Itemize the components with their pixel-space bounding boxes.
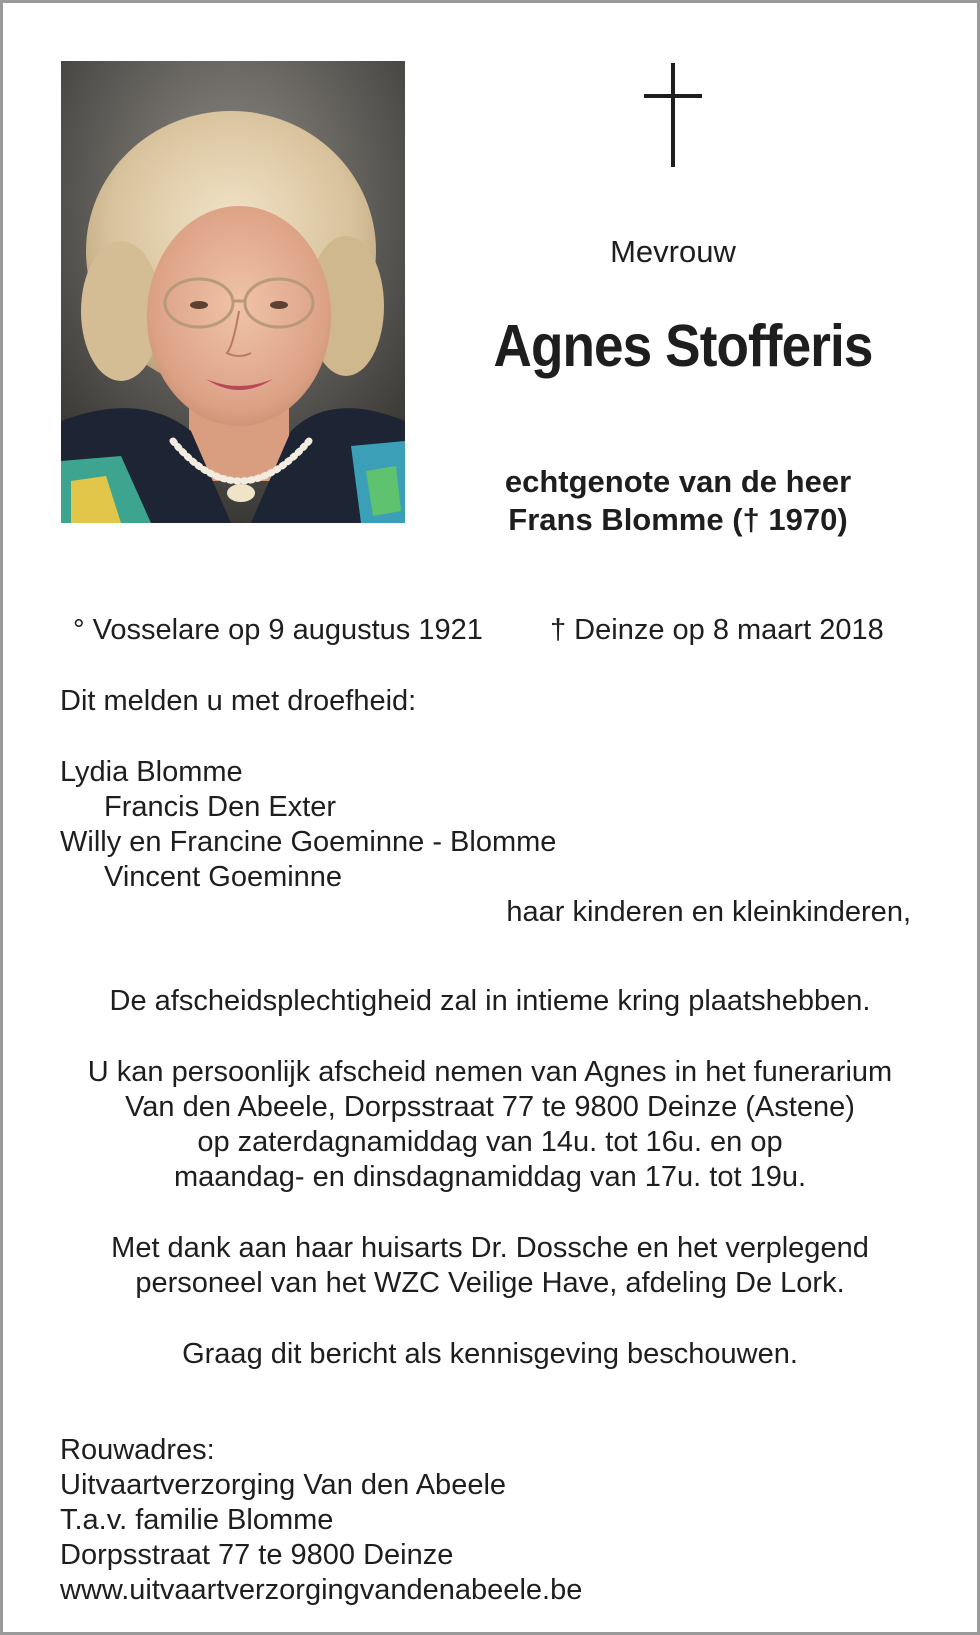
- family-caption: haar kinderen en kleinkinderen,: [506, 896, 911, 928]
- portrait-photo: [61, 61, 405, 523]
- address-line: T.a.v. familie Blomme: [60, 1504, 334, 1536]
- visitation-line: Van den Abeele, Dorpsstraat 77 te 9800 Deinze (Astene): [125, 1091, 855, 1123]
- website-link[interactable]: www.uitvaartverzorgingvandenabeele.be: [60, 1574, 583, 1606]
- birth-date: ° Vosselare op 9 augustus 1921: [73, 614, 483, 646]
- family-member: Vincent Goeminne: [104, 861, 343, 893]
- family-member: Francis Den Exter: [104, 791, 337, 823]
- family-member: Lydia Blomme: [60, 756, 243, 788]
- address-label: Rouwadres:: [60, 1434, 215, 1466]
- deceased-name: Agnes Stofferis: [493, 313, 873, 379]
- death-date: † Deinze op 8 maart 2018: [550, 614, 884, 646]
- salutation: Mevrouw: [610, 234, 736, 269]
- visitation-line: U kan persoonlijk afscheid nemen van Agnes in het funerarium: [87, 1056, 893, 1088]
- spouse-line-1: echtgenote van de heer: [504, 464, 852, 499]
- address-line: Uitvaartverzorging Van den Abeele: [60, 1469, 507, 1501]
- thanks-line: personeel van het WZC Veilige Have, afdeling De Lork.: [135, 1267, 845, 1299]
- latin-cross-icon: [644, 63, 704, 167]
- address-line: Dorpsstraat 77 te 9800 Deinze: [60, 1539, 454, 1571]
- thanks-line: Met dank aan haar huisarts Dr. Dossche en het verplegend: [111, 1232, 869, 1264]
- visitation-line: op zaterdagnamiddag van 14u. tot 16u. en op: [197, 1126, 783, 1158]
- intro-text: Dit melden u met droefheid:: [60, 685, 417, 717]
- visitation-line: maandag- en dinsdagnamiddag van 17u. tot 19u.: [173, 1161, 807, 1193]
- spouse-line-2: Frans Blomme († 1970): [508, 502, 848, 537]
- notice-text: Graag dit bericht als kennisgeving beschouwen.: [182, 1338, 798, 1370]
- family-member: Willy en Francine Goeminne - Blomme: [60, 826, 557, 858]
- ceremony-text: De afscheidsplechtigheid zal in intieme kring plaatshebben.: [109, 985, 871, 1017]
